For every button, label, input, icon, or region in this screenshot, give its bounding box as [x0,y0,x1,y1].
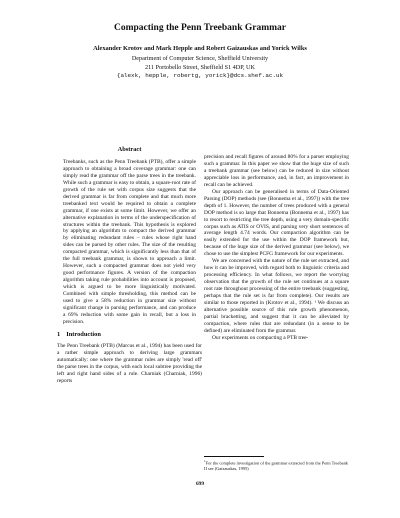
section-heading-introduction [57,332,202,339]
author-emails: {alexk, hepple, robertg, yorick}@dcs.shef.ac.uk [116,72,284,80]
body-paragraph-1: precision and recall figures of around 80% for a parser employing such a grammar. In this paper we show that the huge size of such a treebank grammar (see below) can be reduced in size without appreciable loss in performance, and, in fact, an improvement in recall can be achieved. [204,154,349,188]
body-paragraph-2: Our approach can be generalised in terms of Data-Oriented Parsing (DOP) methods (see (Bonnema et al., 1997)) with the tree depth of 1. However, the number of trees produced with a general DOP method is so large that Bonnema (Bonnema et al., 1997) has to resort to restricting the tree depth, using a very domain-specific corpus such as ATIS or OVIS, and parsing very short sentences of average length 4.74 words. Our compaction algorithm can be easily extended for the use within the DOP framework but, because of the huge size of the derived grammar (see below), we chose to use the simplest PCFG framework for our experiments. [204,188,349,258]
affiliation [0,55,400,81]
abstract-text: Treebanks, such as the Penn Treebank (PTB), offer a simple approach to obtaining a broad coverage grammar: one can simply read the grammar off the parse trees in the treebank. While such a grammar is easy to obtain, a square-root rate of growth of the rule set with corpus size suggests that the derived grammar is far from complete and that much more treebanked text would be required to obtain a complete grammar, if one exists at some limit. However, we offer an alternative explanation in terms of the underspecification of structures within the treebank. This hypothesis is explored by applying an algorithm to compact the derived grammar by eliminating redundant rules – rules whose right hand sides can be parsed by other rules. The size of the resulting compacted grammar, which is significantly less than that of the full treebank grammar, is shown to approach a limit. However, such a compacted grammar does not yield very good performance figures. A version of the compaction algorithm taking rule probabilities into account is proposed, which is argued to be more linguistically motivated. Combined with simple thresholding, this method can be used to give a 58% reduction in grammar size without significant change in parsing performance, and can produce a 69% reduction with some gain in recall, but a loss in precision. [63,158,196,325]
left-column [57,147,202,385]
section-title: Introduction [66,330,101,338]
abstract-heading: Abstract [117,146,142,153]
footnote-text: For the complete investigation of the grammar extracted from the Penn Treebank II see (Gaizauskas, 1995) [204,460,348,471]
street-address: 211 Portobello Street, Sheffield S1 4DP, UK [145,63,255,71]
author-list: Alexander Krotov and Mark Hepple and Robert Gaizauskas and Yorick Wilks [93,45,307,52]
footnote-rule [204,456,264,457]
footnote [204,459,349,471]
footnote-marker: 1 [204,459,206,463]
body-paragraph-3: We are concerned with the nature of the rule set extracted, and how it can be improved, with regard both to linguistic criteria and processing efficiency. In what follows, we report the worrying observation that the growth of the rule set continues at a square root rate throughout processing of the entire treebank (suggesting, perhaps that the rule set is far from complete). Our results are similar to those reported in (Krotov et al., 1994). ¹ We discuss an alternative possible source of this rule growth phenomenon, partial bracketting, and suggest that it can be alleviated by compaction, where rules that are redundant (in a sense to be defined) are eliminated from the grammar. [204,258,349,334]
paper-title: Compacting the Penn Treebank Grammar [113,23,287,33]
introduction-paragraph: The Penn Treebank (PTB) (Marcus et al., 1994) has been used for a rather simple approach to deriving large grammars automatically: one where the grammar rules are simply 'read off' the parse trees in the corpus, with each local subtree providing the left and right hand sides of a rule. Charniak (Charniak, 1996) reports [57,342,202,384]
body-paragraph-4: Our experiments on compacting a PTB tree- [212,334,309,341]
department: Department of Computer Science, Sheffield University [131,55,269,62]
section-number: 1 [57,330,61,338]
abstract-body [57,159,202,326]
right-column [204,154,349,342]
page-number: 699 [195,481,205,487]
